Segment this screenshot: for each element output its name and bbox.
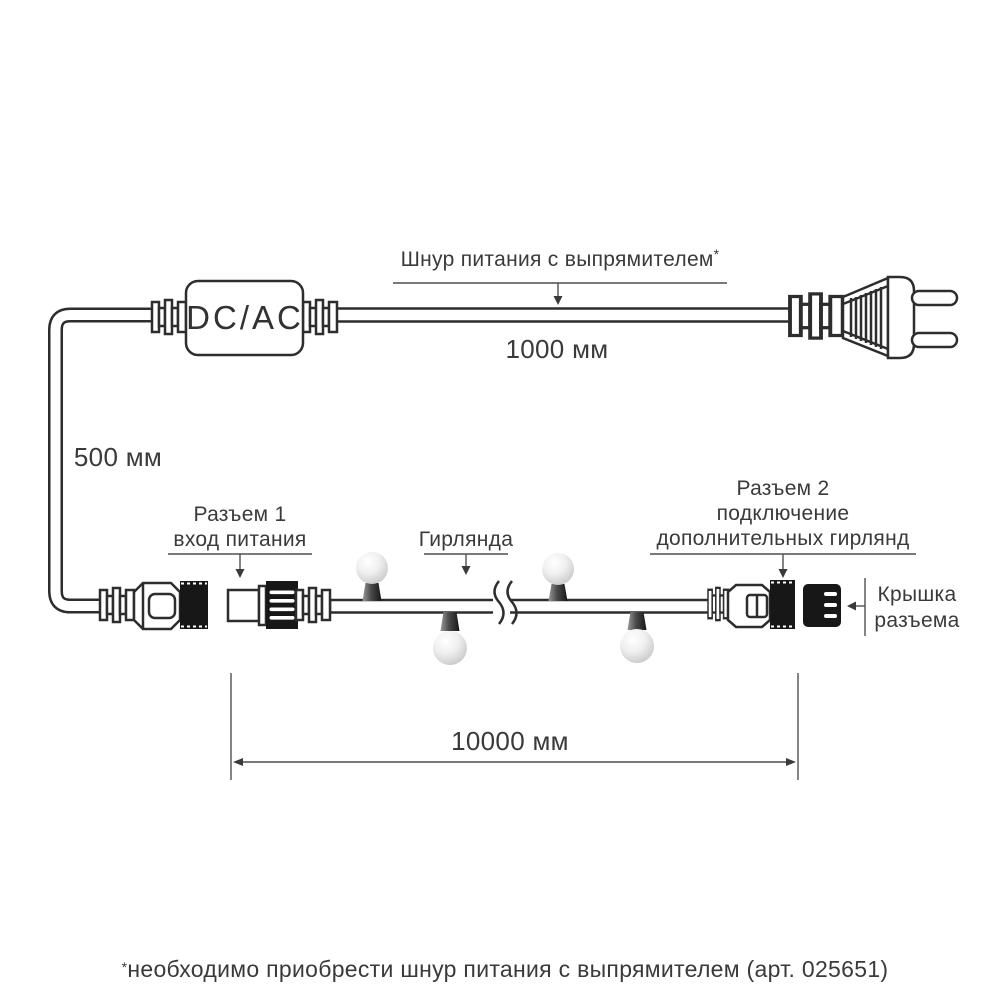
connector-tip [228,590,259,621]
adapter-right-gland [303,300,337,334]
connector-cap [803,584,841,627]
connector-nut [770,580,795,629]
garland-label: Гирлянда [418,528,514,551]
adapter-label: DC/AC [186,299,304,336]
power-cord [330,309,795,322]
connector-nut [266,581,298,629]
bulb-top-2 [542,553,574,601]
plug-cap [888,277,914,358]
bulb-socket [441,612,460,631]
connector-body [728,585,770,627]
cap-callout [847,578,960,636]
bulb [620,629,654,663]
power-plug [790,277,957,358]
adapter-left-gland [152,300,186,334]
dc-ac-adapter [152,281,337,355]
connector1-label-line2: вход питания [173,528,307,551]
bulb-socket [628,612,647,630]
bulb-socket [363,583,382,601]
connector-gland [708,588,728,620]
plug-prong-bottom [912,333,957,347]
connector2-label-line2: подключение [716,502,850,525]
connector2-label-line3: дополнительных гирлянд [656,527,910,550]
arrow-down-icon [462,566,471,575]
arrow-right-icon [786,758,796,766]
connector2-callout [650,477,916,578]
plug-gland [790,294,843,338]
bulb [356,552,388,584]
power-cord-label: Шнур питания с выпрямителем* [400,246,720,271]
bulb-bottom-1 [433,612,467,665]
adapter-plug-connector [100,581,208,629]
power-cord-length: 1000 мм [505,334,609,364]
plug-prong-top [912,291,957,305]
bulb-socket [549,584,568,601]
connector-collar [259,586,266,625]
connector1-label-line1: Разъем 1 [193,503,287,526]
garland-length: 10000 мм [451,726,569,756]
arrow-left-icon [233,758,243,766]
connector1-callout [168,503,312,578]
connector-gland [296,588,330,622]
connector-body [134,583,180,629]
cap-label-line2: разъема [874,609,960,632]
connector-nut [180,581,208,629]
connector-gland [100,588,134,622]
garland-wire [330,600,710,613]
arrow-down-icon [554,296,563,305]
footnote: *необходимо приобрести шнур питания с выпрямителем (арт. 025651) [121,956,889,982]
cap-label-line1: Крышка [877,583,957,606]
connector2-label-line1: Разъем 2 [736,477,830,500]
bulb [542,553,574,585]
power-cord-callout [393,246,727,305]
arrow-left-icon [847,602,856,611]
garland-callout [419,528,513,575]
garland-length-dimension [231,673,798,780]
bulb-top-1 [356,552,388,601]
bulb-bottom-2 [620,612,654,663]
garland-input-connector [228,581,330,629]
bulb [433,631,467,665]
arrow-down-icon [779,569,788,578]
break-symbol [493,581,517,624]
garland-output-connector [708,580,795,629]
drop-cord-length: 500 мм [73,442,163,472]
arrow-down-icon [236,569,245,578]
